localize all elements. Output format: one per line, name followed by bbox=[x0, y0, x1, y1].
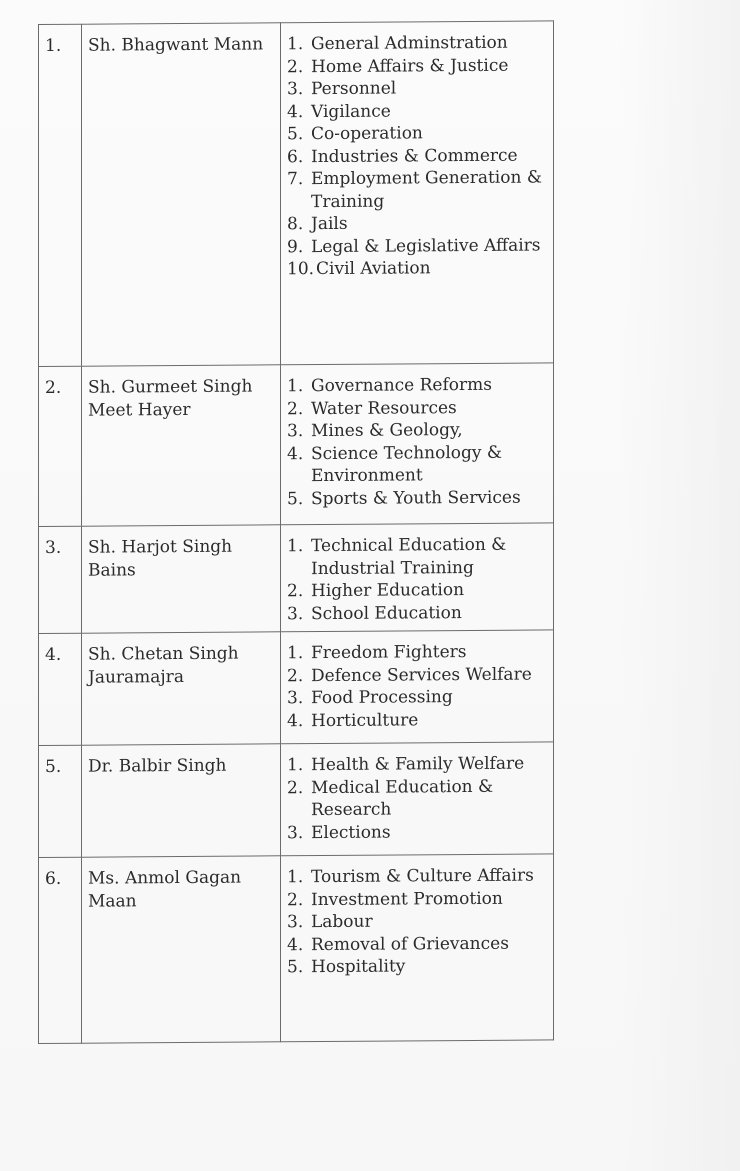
table-row bbox=[39, 630, 554, 746]
department-number: 5. bbox=[287, 124, 304, 145]
department-cell bbox=[281, 21, 554, 365]
department-number: 3. bbox=[287, 912, 304, 933]
department-number: 1. bbox=[287, 755, 304, 776]
minister-name: Sh. Harjot Singh Bains bbox=[82, 525, 281, 633]
department-item bbox=[287, 121, 547, 145]
department-item bbox=[287, 166, 547, 213]
department-item bbox=[287, 887, 547, 911]
department-item bbox=[287, 663, 547, 687]
department-name: Jails bbox=[311, 213, 348, 235]
department-name: Freedom Fighters bbox=[311, 642, 467, 664]
minister-name: Sh. Gurmeet Singh Meet Hayer bbox=[82, 365, 281, 526]
department-number: 2. bbox=[287, 56, 304, 77]
department-item bbox=[287, 820, 547, 844]
department-number: 2. bbox=[287, 777, 304, 798]
department-number: 2. bbox=[287, 398, 304, 419]
department-number: 2. bbox=[287, 889, 304, 910]
department-list bbox=[287, 752, 547, 844]
department-number: 3. bbox=[287, 603, 304, 624]
department-item bbox=[287, 909, 547, 933]
table-row bbox=[39, 854, 554, 1044]
department-number: 9. bbox=[287, 236, 304, 257]
department-name: Governance Reforms bbox=[311, 374, 492, 397]
department-name: Health & Family Welfare bbox=[311, 753, 525, 776]
minister-name: Ms. Anmol Gagan Maan bbox=[82, 856, 281, 1043]
department-name: Horticulture bbox=[311, 709, 419, 731]
department-item bbox=[287, 418, 547, 442]
department-item bbox=[287, 932, 547, 956]
department-name: Science Technology & Environment bbox=[311, 442, 503, 487]
department-name: Sports & Youth Services bbox=[311, 487, 521, 509]
department-number: 1. bbox=[287, 34, 304, 55]
table-row bbox=[39, 21, 554, 367]
department-item bbox=[287, 396, 547, 420]
serial-number: 5. bbox=[39, 745, 82, 857]
table-row bbox=[39, 523, 554, 634]
department-number: 4. bbox=[287, 443, 304, 464]
serial-number: 3. bbox=[39, 526, 82, 633]
department-cell bbox=[281, 363, 554, 525]
department-list bbox=[287, 31, 547, 280]
department-number: 5. bbox=[287, 488, 304, 509]
department-name: Vigilance bbox=[311, 101, 391, 122]
department-list bbox=[287, 864, 547, 978]
department-item bbox=[287, 234, 547, 258]
department-number: 3. bbox=[287, 421, 304, 442]
department-item bbox=[287, 99, 547, 123]
department-list bbox=[287, 640, 547, 732]
department-name: Medical Education & Research bbox=[311, 776, 494, 821]
department-name: Legal & Legislative Affairs bbox=[311, 234, 541, 257]
department-number: 4. bbox=[287, 710, 304, 731]
department-item bbox=[287, 373, 547, 397]
serial-number: 4. bbox=[39, 633, 82, 745]
department-name: Investment Promotion bbox=[311, 888, 503, 910]
department-number: 4. bbox=[287, 934, 304, 955]
portfolio-table bbox=[38, 20, 554, 1044]
department-name: Water Resources bbox=[311, 397, 457, 419]
department-item bbox=[287, 601, 547, 625]
minister-name: Sh. Chetan Singh Jauramajra bbox=[82, 632, 281, 745]
minister-name: Dr. Balbir Singh bbox=[82, 744, 281, 857]
department-item bbox=[287, 54, 547, 78]
serial-number: 1. bbox=[39, 24, 82, 366]
department-number: 1. bbox=[287, 643, 304, 664]
department-name: Labour bbox=[311, 911, 373, 933]
department-number: 1. bbox=[287, 376, 304, 397]
department-name: Co-operation bbox=[311, 123, 423, 145]
department-number: 6. bbox=[287, 146, 304, 167]
department-number: 2. bbox=[287, 581, 304, 602]
department-name: Technical Education & Industrial Training bbox=[311, 534, 507, 579]
minister-name: Sh. Bhagwant Mann bbox=[82, 23, 281, 366]
department-item bbox=[287, 775, 547, 822]
department-item bbox=[287, 441, 547, 488]
department-number: 3. bbox=[287, 688, 304, 709]
department-item bbox=[287, 76, 547, 100]
department-item bbox=[287, 486, 547, 510]
department-number: 3. bbox=[287, 822, 304, 843]
department-item bbox=[287, 211, 547, 235]
department-number: 10. bbox=[287, 259, 315, 280]
department-name: Personnel bbox=[311, 78, 397, 100]
department-item bbox=[287, 533, 547, 580]
department-name: General Adminstration bbox=[311, 32, 508, 55]
department-name: Tourism & Culture Affairs bbox=[311, 865, 534, 888]
department-number: 7. bbox=[287, 169, 304, 190]
department-item bbox=[287, 31, 547, 55]
table-row bbox=[39, 363, 554, 527]
department-list bbox=[287, 373, 547, 510]
department-number: 8. bbox=[287, 214, 304, 235]
department-cell bbox=[281, 742, 554, 856]
department-list bbox=[287, 533, 547, 625]
department-item bbox=[287, 954, 547, 978]
serial-number: 2. bbox=[39, 366, 82, 526]
department-name: Industries & Commerce bbox=[311, 145, 518, 167]
department-item bbox=[287, 752, 547, 776]
department-number: 3. bbox=[287, 79, 304, 100]
department-name: Civil Aviation bbox=[316, 258, 431, 280]
department-item bbox=[287, 708, 547, 732]
department-cell bbox=[281, 523, 554, 632]
department-number: 1. bbox=[287, 867, 304, 888]
department-number: 1. bbox=[287, 536, 304, 557]
serial-number: 6. bbox=[39, 857, 82, 1043]
department-item bbox=[287, 256, 547, 280]
department-name: Employment Generation & Training bbox=[311, 167, 542, 212]
department-name: Defence Services Welfare bbox=[311, 664, 532, 686]
department-number: 4. bbox=[287, 101, 304, 122]
department-cell bbox=[281, 854, 554, 1042]
page-shadow bbox=[620, 0, 740, 1171]
department-name: Food Processing bbox=[311, 687, 453, 709]
department-number: 5. bbox=[287, 957, 304, 978]
department-item bbox=[287, 144, 547, 168]
department-name: Elections bbox=[311, 822, 391, 843]
department-number: 2. bbox=[287, 665, 304, 686]
department-name: Higher Education bbox=[311, 580, 465, 602]
department-name: School Education bbox=[311, 602, 462, 624]
department-item bbox=[287, 640, 547, 664]
department-name: Hospitality bbox=[311, 956, 406, 978]
department-item bbox=[287, 864, 547, 888]
department-item bbox=[287, 578, 547, 602]
department-name: Home Affairs & Justice bbox=[311, 55, 509, 77]
department-cell bbox=[281, 630, 554, 744]
table-row bbox=[39, 742, 554, 858]
department-name: Mines & Geology, bbox=[311, 420, 463, 442]
department-item bbox=[287, 685, 547, 709]
department-name: Removal of Grievances bbox=[311, 933, 509, 955]
